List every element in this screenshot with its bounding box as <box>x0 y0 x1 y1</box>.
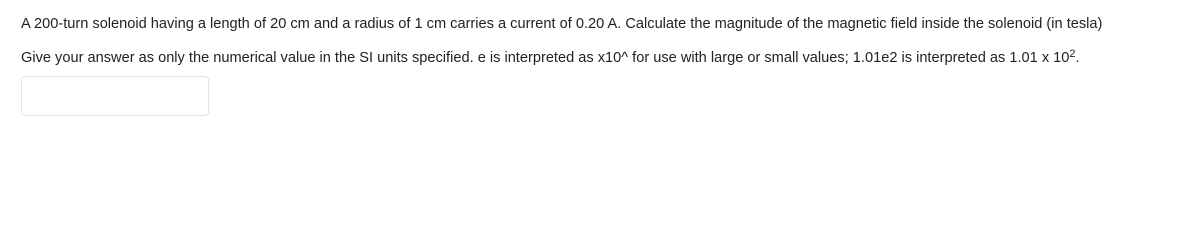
instructions-period: . <box>1075 50 1080 66</box>
answer-instructions <box>21 49 1191 67</box>
instructions-main: Give your answer as only the numerical value in the SI units specified. e is interpreted as x10^ for use with large or small values; 1.01e2 is interpreted as 1.01 x 10 <box>21 50 1070 66</box>
answer-input[interactable] <box>21 76 209 116</box>
question-text: A 200-turn solenoid having a length of 20 cm and a radius of 1 cm carries a current of 0.20 A. Calculate the magnitude of the magnetic field inside the solenoid (in tesla) <box>21 16 1103 32</box>
instructions-exponent: 2 <box>1069 48 1076 60</box>
